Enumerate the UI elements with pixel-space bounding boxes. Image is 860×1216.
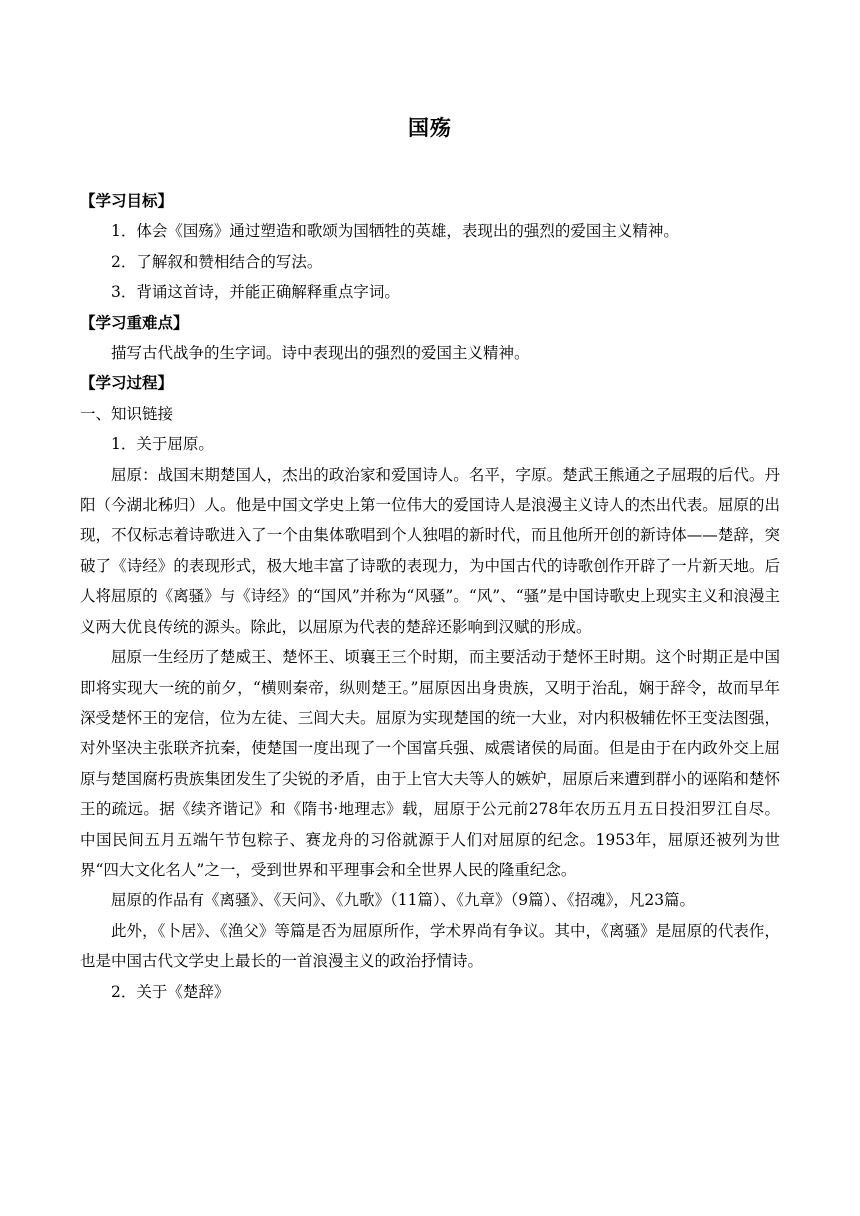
objective-item: 3．背诵这首诗，并能正确解释重点字词。 <box>111 283 400 302</box>
key-points-text: 描写古代战争的生字词。诗中表现出的强烈的爱国主义精神。 <box>111 344 530 363</box>
paragraph-qu-yuan-works: 屈原的作品有《离骚》、《天问》、《九歌》（11篇）、《九章》（9篇）、《招魂》，凡23篇。 <box>111 891 696 910</box>
objective-item: 1．体会《国殇》通过塑造和歌颂为国牺牲的英雄，表现出的强烈的爱国主义精神。 <box>111 222 679 241</box>
key-points-heading: 【学习重难点】 <box>80 313 189 332</box>
process-heading: 【学习过程】 <box>80 374 174 393</box>
objectives-heading: 【学习目标】 <box>80 192 174 210</box>
part-one-heading: 一、知识链接 <box>80 404 174 423</box>
item-one-heading: 1．关于屈原。 <box>111 435 214 454</box>
paragraph-qu-yuan-life: 屈原一生经历了楚威王、楚怀王、顷襄王三个时期，而主要活动于楚怀王时期。这个时期正是中国即将实现大一统的前夕，“横则秦帝，纵则楚王。”屈原因出身贵族，又明于治乱，娴于辞令，故而早年深受楚怀王的宠信，位为左徒、三闾大夫。屈原为实现楚国的统一大业，对内积极辅佐怀王变法图强，对外坚决主张联齐抗秦，使楚国一度出现了一个国富兵强、威震诸侯的局面。但是由于在内政外交上屈原与楚国腐朽贵族集团发生了尖锐的矛盾，由于上官大夫等人的嫉妒，屈原后来遭到群小的诬陷和楚怀王的疏远。据《续齐谐记》和《隋书·地理志》载，屈原于公元前278年农历五月五日投汨罗江自尽。中国民间五月五端午节包粽子、赛龙舟的习俗就源于人们对屈原的纪念。1953年，屈原还被列为世界“四大文化名人”之一，受到世界和平理事会和全世界人民的隆重纪念。 <box>80 648 780 879</box>
document-title: 国殇 <box>408 116 452 140</box>
item-two-heading: 2．关于《楚辞》 <box>111 982 230 1001</box>
paragraph-qu-yuan-notes: 此外，《卜居》、《渔父》等篇是否为屈原所作，学术界尚有争议。其中，《离骚》是屈原的代表作，也是中国古代文学史上最长的一首浪漫主义的政治抒情诗。 <box>80 921 780 971</box>
objective-item: 2．了解叙和赞相结合的写法。 <box>111 252 323 271</box>
document-body <box>80 186 780 1007</box>
paragraph-qu-yuan-intro: 屈原：战国末期楚国人，杰出的政治家和爱国诗人。名平，字原。楚武王熊通之子屈瑕的后代。丹阳（今湖北秭归）人。他是中国文学史上第一位伟大的爱国诗人是浪漫主义诗人的杰出代表。屈原的出现，不仅标志着诗歌进入了一个由集体歌唱到个人独唱的新时代，而且他所开创的新诗体——楚辞，突破了《诗经》的表现形式，极大地丰富了诗歌的表现力，为中国古代的诗歌创作开辟了一片新天地。后人将屈原的《离骚》与《诗经》的“国风”并称为“风骚”。“风”、“骚”是中国诗歌史上现实主义和浪漫主义两大优良传统的源头。除此，以屈原为代表的楚辞还影响到汉赋的形成。 <box>80 465 780 636</box>
